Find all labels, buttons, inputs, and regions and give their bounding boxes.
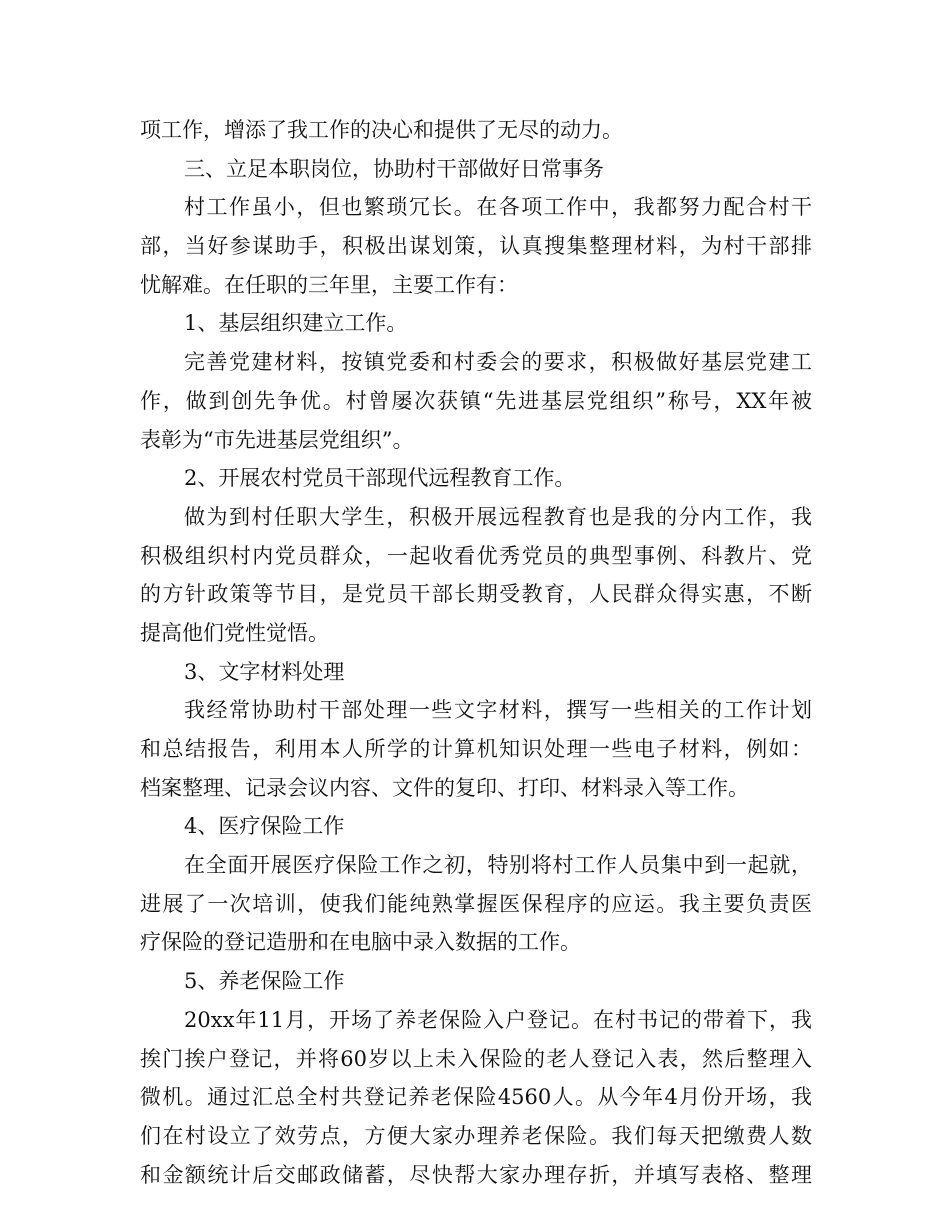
paragraph-line: 我经常协助村干部处理一些文字材料，撰写一些相关的工作计划 [184,698,812,723]
document-body [140,111,812,1194]
paragraph-line: 表彰为“市先进基层党组织”。 [140,427,414,452]
paragraph-line: 微机。通过汇总全村共登记养老保险4560人。从今年4月份开场，我 [140,1085,812,1110]
paragraph-line: 和金额统计后交邮政储蓄，尽快帮大家办理存折，并填写表格、整理 [140,1162,812,1187]
item-heading: 4、医疗保险工作 [184,814,345,839]
section-heading: 三、立足本职岗位，协助村干部做好日常事务 [184,156,604,181]
paragraph-line: 完善党建材料，按镇党委和村委会的要求，积极做好基层党建工 [184,350,812,375]
paragraph-line: 档案整理、记录会议内容、文件的复印、打印、材料录入等工作。 [140,775,749,800]
paragraph-line: 作，做到创先争优。村曾屡次获镇“先进基层党组织”称号，XX年被 [140,388,812,413]
paragraph-line: 和总结报告，利用本人所学的计算机知识处理一些电子材料，例如： [140,737,812,761]
paragraph-line: 疗保险的登记造册和在电脑中录入数据的工作。 [140,930,581,955]
item-heading: 5、养老保险工作 [184,969,345,994]
paragraph-line: 在全面开展医疗保险工作之初，特别将村工作人员集中到一起就， [184,853,812,878]
item-heading: 2、开展农村党员干部现代远程教育工作。 [184,466,576,491]
paragraph-line: 的方针政策等节目，是党员干部长期受教育，人民群众得实惠，不断 [140,582,812,607]
paragraph-line: 提高他们党性觉悟。 [140,620,329,645]
paragraph-line: 村工作虽小，但也繁琐冗长。在各项工作中，我都努力配合村干 [184,195,812,220]
paragraph-line: 们在村设立了效劳点，方便大家办理养老保险。我们每天把缴费人数 [140,1123,812,1148]
paragraph-line: 忧解难。在任职的三年里，主要工作有： [140,272,518,297]
paragraph-line: 做为到村任职大学生，积极开展远程教育也是我的分内工作，我 [184,504,812,529]
item-heading: 3、文字材料处理 [184,659,345,684]
paragraph-line: 进展了一次培训，使我们能纯熟掌握医保程序的应运。我主要负责医 [140,891,812,916]
paragraph-line: 部，当好参谋助手，积极出谋划策，认真搜集整理材料，为村干部排 [140,234,812,259]
paragraph-line: 积极组织村内党员群众，一起收看优秀党员的典型事例、科教片、党 [140,543,812,568]
paragraph-line: 项工作，增添了我工作的决心和提供了无尽的动力。 [140,118,623,142]
paragraph-line: 20xx年11月，开场了养老保险入户登记。在村书记的带着下，我 [184,1007,812,1032]
paragraph-line: 挨门挨户登记，并将60岁以上未入保险的老人登记入表，然后整理入 [140,1046,812,1071]
item-heading: 1、基层组织建立工作。 [184,311,408,336]
